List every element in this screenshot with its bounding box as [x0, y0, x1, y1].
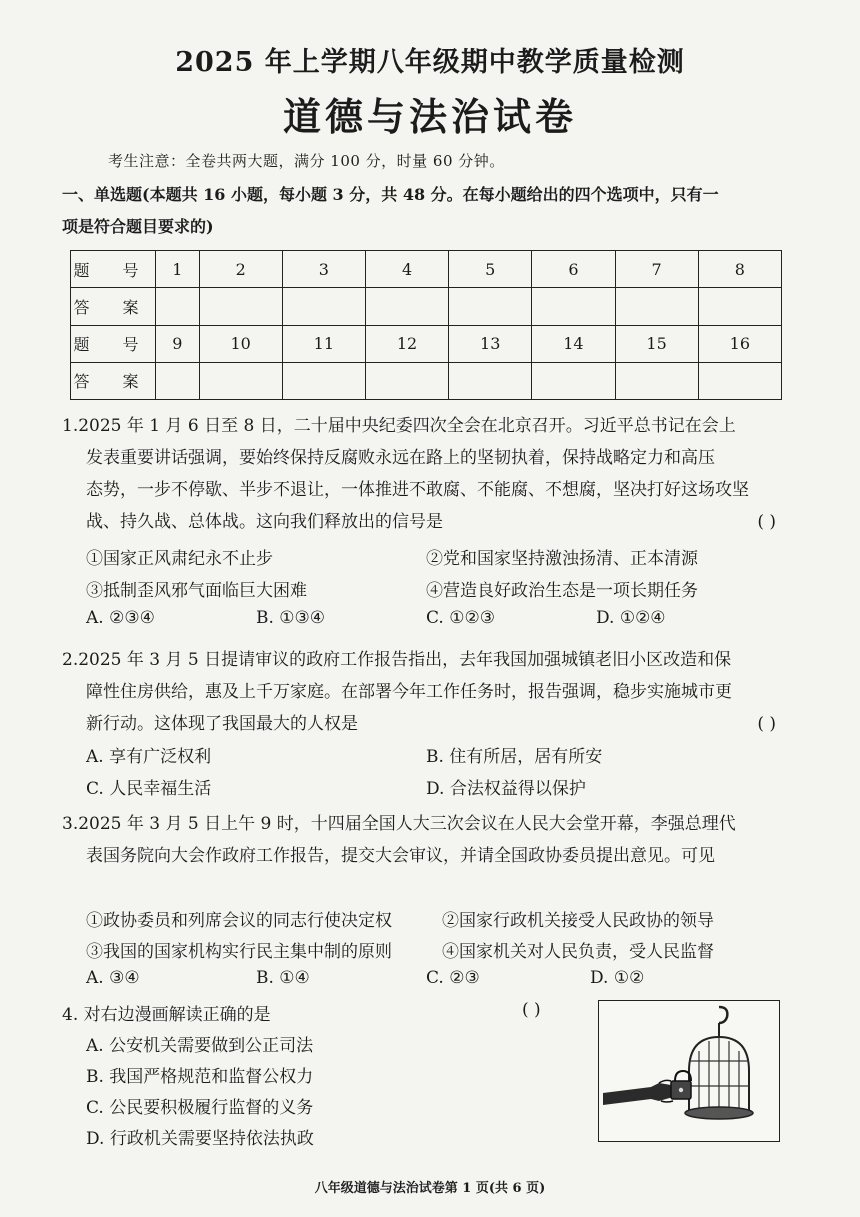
table-label-number: 题 号 — [71, 251, 156, 288]
answer-table — [70, 250, 782, 400]
choice-option[interactable]: D. 合法权益得以保护 — [426, 779, 586, 799]
table-cell: 6 — [532, 251, 615, 288]
answer-table-row — [71, 362, 782, 399]
table-label-answer: 答 案 — [71, 288, 156, 325]
choice-option[interactable]: C. 人民幸福生活 — [86, 779, 212, 799]
question-line: 3.2025 年 3 月 5 日上午 9 时，十四届全国人大三次会议在人民大会堂开幕，李强总理代 — [62, 814, 736, 834]
choice-option[interactable]: D. 行政机关需要坚持依法执政 — [86, 1129, 314, 1149]
answer-blank[interactable]: ( ) — [522, 1000, 541, 1020]
table-cell: 4 — [365, 251, 448, 288]
choice-option[interactable]: C. 公民要积极履行监督的义务 — [86, 1098, 314, 1118]
table-cell: 14 — [532, 325, 615, 362]
table-cell: 7 — [615, 251, 698, 288]
table-cell: 15 — [615, 325, 698, 362]
answer-cell[interactable] — [365, 362, 448, 399]
table-label-answer: 答 案 — [71, 362, 156, 399]
answer-blank[interactable]: ( ) — [757, 714, 776, 734]
statement-item: ①国家正风肃纪永不止步 — [86, 549, 273, 569]
answer-cell[interactable] — [532, 288, 615, 325]
answer-cell[interactable] — [615, 288, 698, 325]
answer-cell[interactable] — [449, 288, 532, 325]
answer-cell[interactable] — [282, 288, 365, 325]
table-cell: 3 — [282, 251, 365, 288]
section-heading-line1: 一、单选题(本题共 16 小题，每小题 3 分，共 48 分。在每小题给出的四个选项中，只有一 — [62, 185, 719, 204]
answer-cell[interactable] — [532, 362, 615, 399]
statement-item: ②党和国家坚持激浊扬清、正本清源 — [426, 549, 698, 569]
statement-item: ②国家行政机关接受人民政协的领导 — [442, 911, 714, 931]
answer-blank[interactable]: ( ) — [757, 512, 776, 532]
question-line: 2.2025 年 3 月 5 日提请审议的政府工作报告指出，去年我国加强城镇老旧小区改造和保 — [62, 650, 732, 670]
choice-option[interactable]: B. 我国严格规范和监督公权力 — [86, 1067, 314, 1087]
table-cell: 16 — [698, 325, 781, 362]
answer-cell[interactable] — [615, 362, 698, 399]
table-cell: 8 — [698, 251, 781, 288]
exam-subject-title: 道德与法治试卷 — [282, 94, 577, 139]
choice-option[interactable]: A. 享有广泛权利 — [86, 747, 212, 767]
choice-option[interactable]: B. 住有所居，居有所安 — [426, 747, 603, 767]
statement-item: ①政协委员和列席会议的同志行使决定权 — [86, 911, 392, 931]
question-line — [62, 708, 786, 740]
cartoon-drawing — [599, 1001, 779, 1141]
question-line: 障性住房供给，惠及上千万家庭。在部署今年工作任务时，报告强调，稳步实施城市更 — [86, 682, 732, 702]
question-2 — [62, 644, 786, 740]
answer-cell[interactable] — [365, 288, 448, 325]
choice-option[interactable]: C. ②③ — [426, 968, 480, 988]
page-footer: 八年级道德与法治试卷第 1 页(共 6 页) — [314, 1181, 546, 1196]
question-1 — [62, 410, 786, 538]
answer-cell[interactable] — [698, 288, 781, 325]
table-cell: 13 — [449, 325, 532, 362]
statement-item: ④国家机关对人民负责，受人民监督 — [442, 942, 714, 962]
answer-table-row — [71, 251, 782, 288]
answer-cell[interactable] — [199, 288, 282, 325]
section-heading-line2: 项是符合题目要求的) — [62, 217, 214, 236]
table-cell: 9 — [156, 325, 200, 362]
question-line: 表国务院向大会作政府工作报告，提交大会审议，并请全国政协委员提出意见。可见 — [86, 846, 715, 866]
exam-title: 2025 年上学期八年级期中教学质量检测 — [175, 47, 685, 78]
table-cell: 2 — [199, 251, 282, 288]
choice-option[interactable]: B. ①③④ — [256, 608, 326, 628]
answer-table-row — [71, 325, 782, 362]
statement-item: ③我国的国家机构实行民主集中制的原则 — [86, 942, 392, 962]
question-line — [62, 506, 786, 538]
table-label-number: 题 号 — [71, 325, 156, 362]
question-3 — [62, 808, 786, 872]
answer-table-row — [71, 288, 782, 325]
question-4-stem: 4. 对右边漫画解读正确的是 — [62, 1005, 271, 1025]
answer-cell[interactable] — [282, 362, 365, 399]
answer-cell[interactable] — [156, 362, 200, 399]
table-cell: 10 — [199, 325, 282, 362]
answer-cell[interactable] — [156, 288, 200, 325]
exam-notice: 考生注意：全卷共两大题，满分 100 分，时量 60 分钟。 — [108, 152, 505, 170]
table-cell: 1 — [156, 251, 200, 288]
question-line-text: 战、持久战、总体战。这向我们释放出的信号是 — [86, 512, 443, 532]
choice-option[interactable]: A. 公安机关需要做到公正司法 — [86, 1036, 314, 1056]
choice-option[interactable]: D. ①② — [590, 968, 645, 988]
choice-option[interactable]: D. ①②④ — [596, 608, 666, 628]
answer-cell[interactable] — [698, 362, 781, 399]
question-line: 态势，一步不停歇、半步不退让，一体推进不敢腐、不能腐、不想腐，坚决打好这场攻坚 — [86, 480, 749, 500]
choice-option[interactable]: C. ①②③ — [426, 608, 495, 628]
choice-option[interactable]: B. ①④ — [256, 968, 310, 988]
table-cell: 5 — [449, 251, 532, 288]
table-cell: 11 — [282, 325, 365, 362]
birdcage-cartoon-image — [598, 1000, 780, 1142]
statement-item: ③抵制歪风邪气面临巨大困难 — [86, 581, 307, 601]
answer-cell[interactable] — [199, 362, 282, 399]
question-line: 1.2025 年 1 月 6 日至 8 日，二十届中央纪委四次全会在北京召开。习近平总书记在会上 — [62, 416, 736, 436]
choice-option[interactable]: A. ③④ — [86, 968, 140, 988]
statement-item: ④营造良好政治生态是一项长期任务 — [426, 581, 698, 601]
table-cell: 12 — [365, 325, 448, 362]
choice-option[interactable]: A. ②③④ — [86, 608, 155, 628]
answer-cell[interactable] — [449, 362, 532, 399]
question-line: 发表重要讲话强调，要始终保持反腐败永远在路上的坚韧执着，保持战略定力和高压 — [86, 448, 715, 468]
question-line-text: 新行动。这体现了我国最大的人权是 — [86, 714, 358, 734]
